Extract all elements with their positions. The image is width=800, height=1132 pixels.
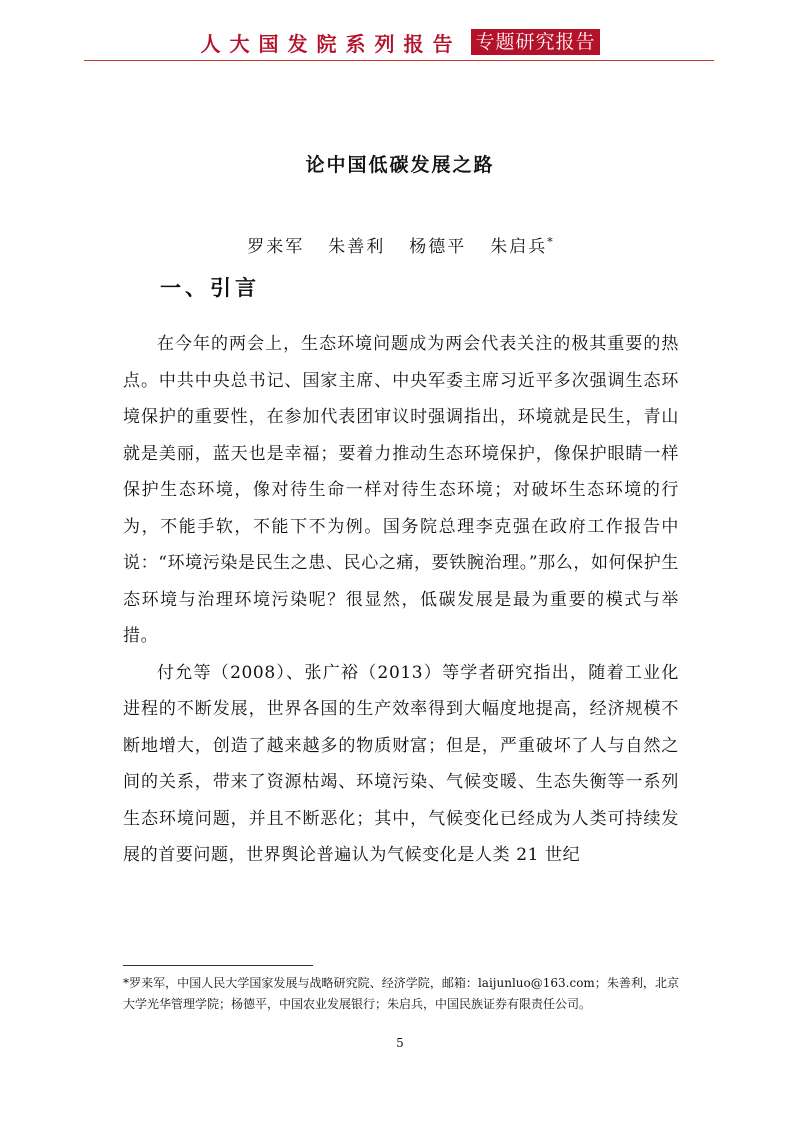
header-divider bbox=[84, 60, 714, 61]
report-series-title: 人大国发院系列报告 bbox=[200, 31, 462, 56]
page-header bbox=[0, 26, 800, 58]
author-list bbox=[0, 232, 800, 257]
footnote-marker: * bbox=[547, 235, 553, 249]
paragraph: 付允等（2008）、张广裕（2013）等学者研究指出，随着工业化进程的不断发展，世界各国的生产效率得到大幅度地提高，经济规模不断地增大，创造了越来越多的物质财富；但是，严重破坏了人与自然之间的关系，带来了资源枯竭、环境污染、气候变暖、生态失衡等一系列生态环境问题，并且不断恶化；其中，气候变化已经成为人类可持续发展的首要问题，世界舆论普遍认为气候变化是人类 21 世纪 bbox=[123, 662, 679, 865]
footnote: *罗来军，中国人民大学国家发展与战略研究院、经济学院，邮箱：laijunluo@163.com；朱善利，北京大学光华管理学院；杨德平，中国农业发展银行；朱启兵，中国民族证券有限责任公司。 bbox=[123, 976, 679, 1011]
author-name: 杨德平 bbox=[409, 237, 467, 257]
author-name: 朱启兵 bbox=[490, 237, 548, 257]
paragraph: 在今年的两会上，生态环境问题成为两会代表关注的极其重要的热点。中共中央总书记、国家主席、中央军委主席习近平多次强调生态环境保护的重要性，在参加代表团审议时强调指出，环境就是民生，青山就是美丽，蓝天也是幸福；要着力推动生态环境保护，像保护眼睛一样保护生态环境，像对待生命一样对待生态环境；对破坏生态环境的行为，不能手软，不能下不为例。国务院总理李克强在政府工作报告中说：“环境污染是民生之患、民心之痛，要铁腕治理。”那么，如何保护生态环境与治理环境污染呢？很显然，低碳发展是最为重要的模式与举措。 bbox=[123, 334, 679, 646]
section-heading: 一、引言 bbox=[160, 276, 260, 300]
author-name-last bbox=[490, 232, 553, 257]
footnote-divider bbox=[123, 965, 313, 966]
article-title: 论中国低碳发展之路 bbox=[305, 154, 495, 176]
author-name: 朱善利 bbox=[328, 237, 386, 257]
report-type-badge: 专题研究报告 bbox=[471, 29, 599, 55]
body-text bbox=[123, 326, 679, 874]
author-name: 罗来军 bbox=[247, 237, 305, 257]
page-number: 5 bbox=[396, 1036, 404, 1050]
